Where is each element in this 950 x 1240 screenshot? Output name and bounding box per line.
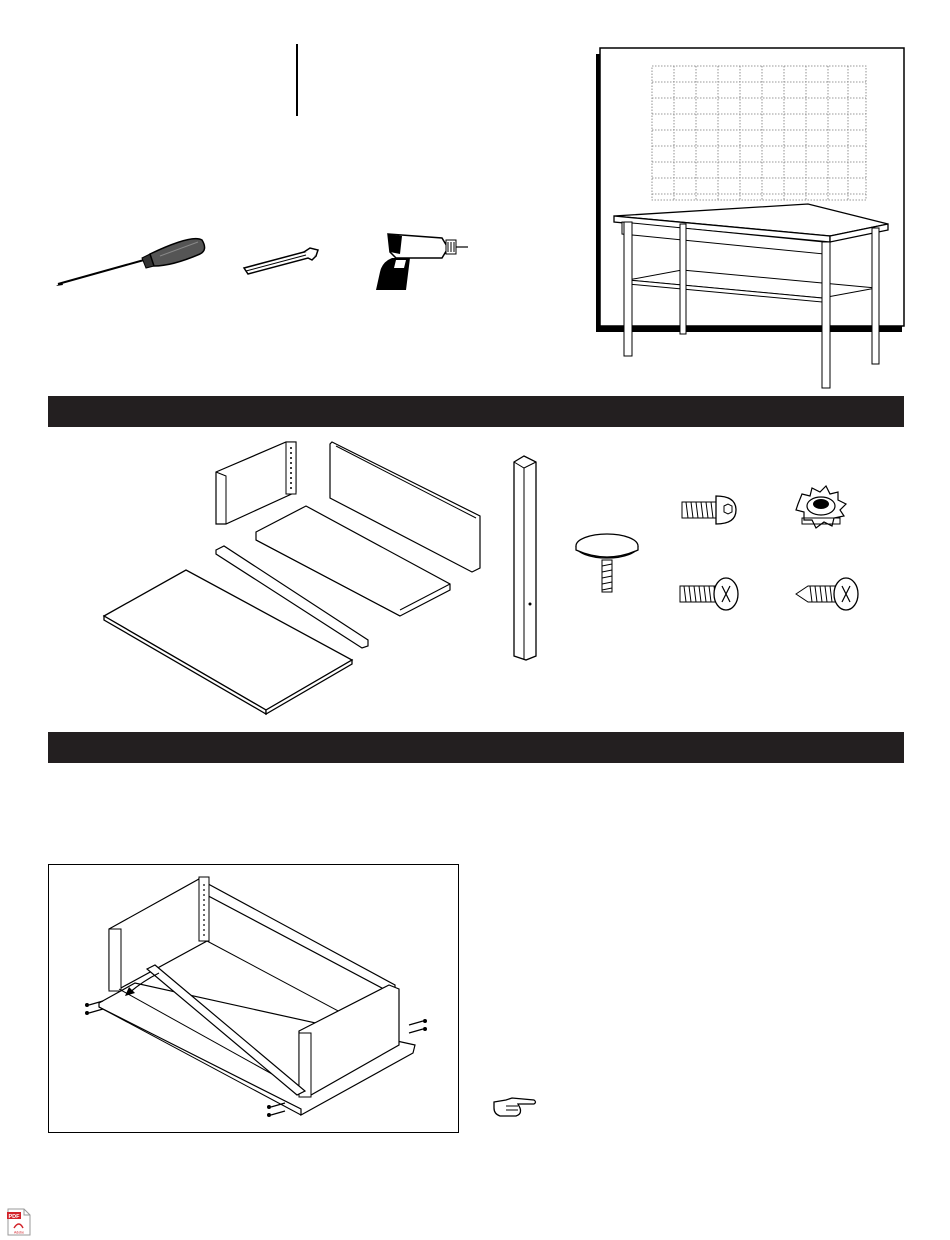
kep-nut-icon [792,482,850,532]
parts-panels-illustration [100,436,500,720]
pdf-icon-vendor: Adobe [13,1230,25,1235]
machine-screw-icon [676,576,742,612]
section-band-parts [48,396,904,427]
hex-key-icon [240,246,322,278]
wood-screw-icon [792,576,862,612]
header-divider [296,44,298,116]
product-illustration [592,44,912,392]
glide-foot-icon [572,528,642,594]
power-drill-icon [372,228,472,292]
pdf-file-icon [6,1208,32,1236]
leg-post-illustration [508,454,542,662]
screwdriver-icon [52,226,212,290]
button-head-bolt-icon [678,492,740,528]
section-band-assembly [48,732,904,763]
assembly-step-illustration [48,864,459,1133]
pointing-hand-icon [492,1096,538,1118]
pdf-icon-label: PDF [8,1214,20,1220]
